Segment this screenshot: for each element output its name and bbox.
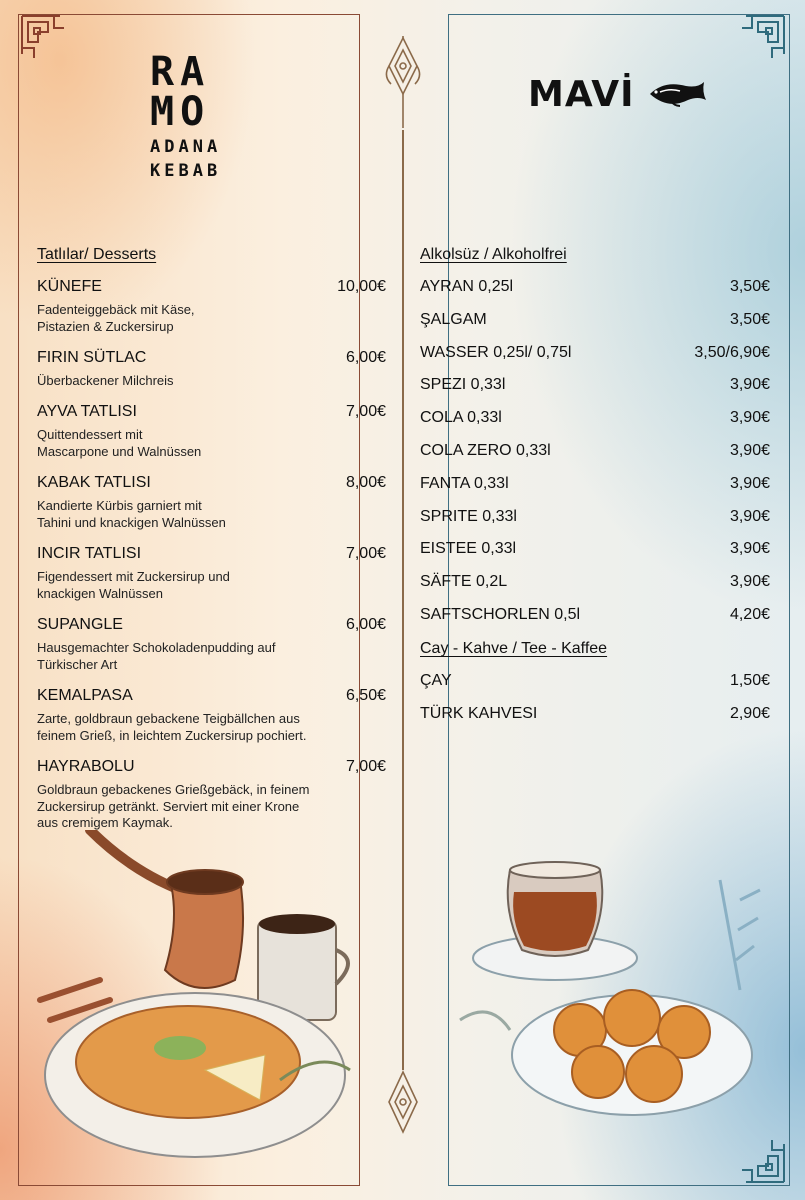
drink-name: WASSER 0,25l/ 0,75l xyxy=(420,343,572,361)
drink-price: 3,50/6,90€ xyxy=(694,343,770,361)
dessert-price: 7,00€ xyxy=(345,758,386,775)
dessert-price: 10,00€ xyxy=(337,278,386,295)
corner-ornament-icon xyxy=(20,14,76,70)
dessert-name: KEMALPASA xyxy=(37,687,133,704)
center-divider xyxy=(402,130,404,1070)
dessert-description: Fadenteiggebäck mit Käse, xyxy=(37,302,195,317)
dessert-price: 8,00€ xyxy=(345,474,386,491)
tea-dessert-illustration xyxy=(440,840,780,1140)
hot-drink-name: ÇAY xyxy=(420,672,452,689)
dessert-description: Türkischer Art xyxy=(37,656,118,672)
dessert-description: aus cremigem Kaymak. xyxy=(37,815,173,830)
hot-drinks-title: Cay - Kahve / Tee - Kaffee xyxy=(420,640,608,657)
drink-price: 3,90€ xyxy=(729,573,770,591)
dessert-description: feinem Grieß, in leichtem Zuckersirup pochiert. xyxy=(37,727,307,743)
dessert-price: 6,50€ xyxy=(345,687,386,704)
hot-drink-price: 1,50€ xyxy=(729,672,770,689)
drink-name: AYRAN 0,25l xyxy=(420,278,514,295)
logo-line: ADANA xyxy=(150,137,222,157)
drink-price: 3,90€ xyxy=(729,442,770,459)
drink-name: EISTEE 0,33l xyxy=(420,540,517,558)
drink-price: 3,90€ xyxy=(729,376,770,394)
dessert-description: Überbackener Milchreis xyxy=(37,373,174,388)
drink-name: SPRITE 0,33l xyxy=(420,507,517,525)
drink-name: COLA ZERO 0,33l xyxy=(420,442,551,459)
drink-name: SÄFTE 0,2L xyxy=(420,573,508,591)
dessert-description: Pistazien & Zuckersirup xyxy=(37,318,174,334)
drink-price: 3,90€ xyxy=(729,409,770,427)
dessert-name: INCIR TATLISI xyxy=(37,545,142,562)
drink-price: 3,50€ xyxy=(729,310,770,328)
logo-line: RA xyxy=(150,49,211,95)
dessert-description: Goldbraun gebackenes Grießgebäck, in feinem xyxy=(37,782,310,797)
dessert-name: KÜNEFE xyxy=(37,278,102,295)
dessert-name: FIRIN SÜTLAC xyxy=(37,349,147,366)
mavi-logo: MAVİ xyxy=(528,74,635,115)
dessert-name: HAYRABOLU xyxy=(37,758,135,775)
drink-name: COLA 0,33l xyxy=(420,409,502,427)
drink-name: SAFTSCHORLEN 0,5l xyxy=(420,606,581,623)
dessert-price: 7,00€ xyxy=(345,403,386,420)
corner-ornament-icon xyxy=(730,14,786,70)
drink-price: 3,90€ xyxy=(729,540,770,558)
drink-name: FANTA 0,33l xyxy=(420,474,509,492)
drink-name: ŞALGAM xyxy=(420,310,487,328)
dessert-description: Tahini und knackigen Walnüssen xyxy=(37,514,226,530)
fish-icon xyxy=(646,78,708,112)
drink-price: 3,90€ xyxy=(729,507,770,525)
dessert-price: 6,00€ xyxy=(345,349,386,366)
dessert-name: KABAK TATLISI xyxy=(37,474,151,491)
kunefe-coffee-illustration xyxy=(30,830,390,1170)
dessert-description: Figendessert mit Zuckersirup und xyxy=(37,569,230,584)
hot-drink-name: TÜRK KAHVESI xyxy=(420,705,538,722)
dessert-description: Kandierte Kürbis garniert mit xyxy=(37,498,202,513)
drink-price: 3,50€ xyxy=(729,278,770,295)
dessert-description: Hausgemachter Schokoladenpudding auf xyxy=(37,640,276,655)
dessert-description: knackigen Walnüssen xyxy=(37,585,163,601)
drink-name: SPEZI 0,33l xyxy=(420,376,506,394)
dessert-name: AYVA TATLISI xyxy=(37,403,137,420)
dessert-description: Quittendessert mit xyxy=(37,427,143,442)
logo-line: MO xyxy=(150,89,211,135)
drink-price: 4,20€ xyxy=(729,606,770,623)
ramo-logo xyxy=(150,49,250,181)
top-ornament-icon xyxy=(383,36,423,130)
hot-drink-price: 2,90€ xyxy=(729,705,770,722)
desserts-title: Tatlılar/ Desserts xyxy=(37,246,157,263)
drinks-title: Alkolsüz / Alkoholfrei xyxy=(420,246,567,263)
dessert-price: 7,00€ xyxy=(345,545,386,562)
drink-price: 3,90€ xyxy=(729,474,770,492)
dessert-description: Zarte, goldbraun gebackene Teigbällchen aus xyxy=(37,711,300,726)
logo-line: KEBAB xyxy=(150,161,222,181)
dessert-description: Zuckersirup getränkt. Serviert mit einer Krone xyxy=(37,798,300,814)
dessert-name: SUPANGLE xyxy=(37,616,123,633)
dessert-price: 6,00€ xyxy=(345,616,386,633)
dessert-description: Mascarpone und Walnüssen xyxy=(37,443,202,459)
